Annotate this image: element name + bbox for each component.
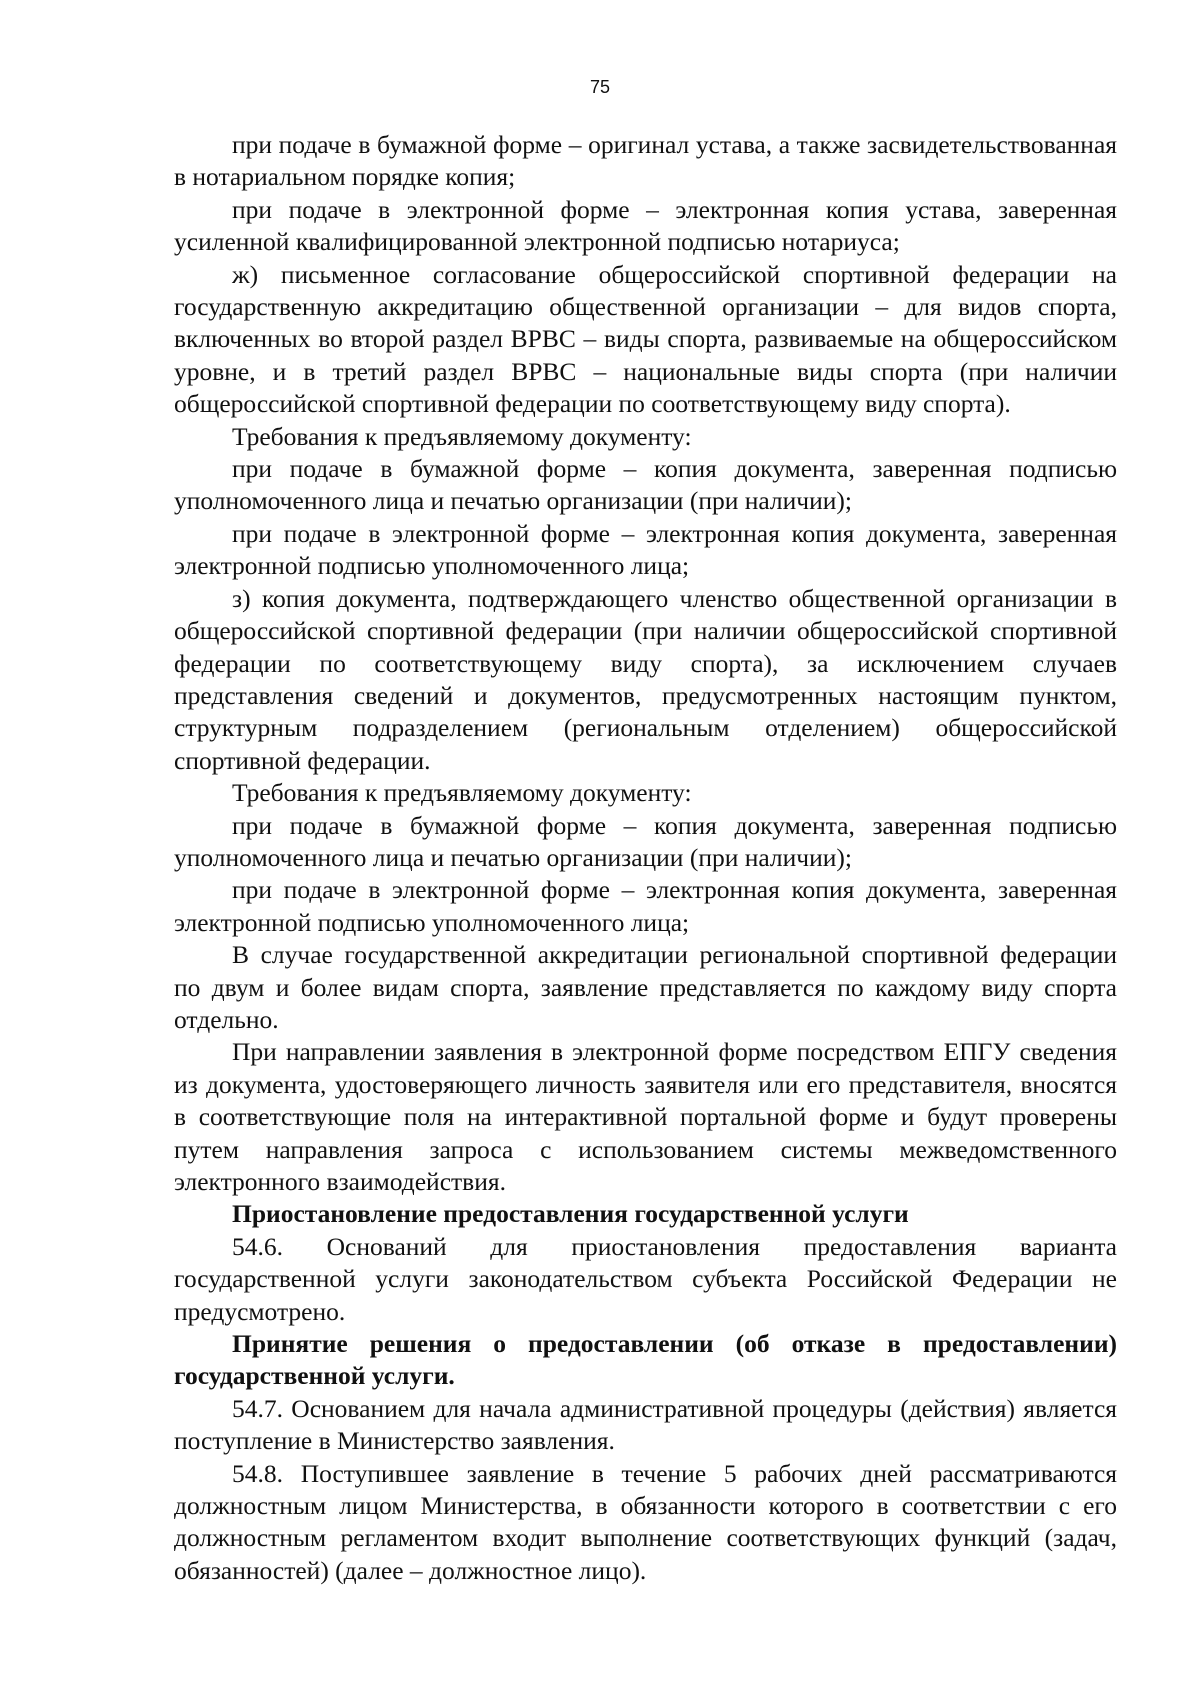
paragraph: при подаче в электронной форме – электронная копия документа, заверенная электронной подписью уполномоченного лица; bbox=[174, 875, 1117, 937]
section-heading: Принятие решения о предоставлении (об отказе в предоставлении) государственной услуги. bbox=[174, 1329, 1117, 1391]
page-number: 75 bbox=[589, 77, 611, 97]
paragraph: при подаче в бумажной форме – копия документа, заверенная подписью уполномоченного лица и печатью организации (при наличии); bbox=[174, 454, 1117, 516]
paragraph: В случае государственной аккредитации региональной спортивной федерации по двум и более видам спорта, заявление представляется по каждому виду спорта отдельно. bbox=[174, 940, 1117, 1034]
paragraph: 54.8. Поступившее заявление в течение 5 рабочих дней рассматриваются должностным лицом Министерства, в обязанности которого в соответствии с его должностным регламентом входит выполнение соответствующих функций (задач, обязанностей) (далее – должностное лицо). bbox=[174, 1458, 1117, 1585]
section-heading: Приостановление предоставления государственной услуги bbox=[232, 1199, 909, 1229]
paragraph: при подаче в бумажной форме – копия документа, заверенная подписью уполномоченного лица и печатью организации (при наличии); bbox=[174, 810, 1117, 872]
document-body bbox=[174, 129, 1117, 1587]
paragraph: ж) письменное согласование общероссийской спортивной федерации на государственную аккредитацию общественной организации – для видов спорта, включенных во второй раздел ВРВС – виды спорта, развиваемые на общероссийском уровне, и в третий раздел ВРВС – национальные виды спорта (при наличии общероссийской спортивной федерации по соответствующему виду спорта). bbox=[174, 259, 1117, 419]
paragraph: Требования к предъявляемому документу: bbox=[232, 421, 692, 451]
paragraph: при подаче в электронной форме – электронная копия документа, заверенная электронной подписью уполномоченного лица; bbox=[174, 518, 1117, 581]
paragraph: при подаче в бумажной форме – оригинал устава, а также засвидетельствованная в нотариальном порядке копия; bbox=[174, 130, 1117, 192]
paragraph: 54.7. Основанием для начала административной процедуры (действия) является поступление в Министерство заявления. bbox=[174, 1393, 1117, 1456]
paragraph: з) копия документа, подтверждающего членство общественной организации в общероссийской спортивной федерации (при наличии общероссийской спортивной федерации по соответствующему виду спорта), за исключением случаев представления сведений и документов, предусмотренных настоящим пунктом, структурным подразделением (региональным отделением) общероссийской спортивной федерации. bbox=[174, 583, 1117, 775]
paragraph: При направлении заявления в электронной форме посредством ЕПГУ сведения из документа, удостоверяющего личность заявителя или его представителя, вносятся в соответствующие поля на интерактивной портальной форме и будут проверены путем направления запроса с использованием системы межведомственного электронного взаимодействия. bbox=[174, 1037, 1117, 1196]
paragraph: при подаче в электронной форме – электронная копия устава, заверенная усиленной квалифицированной электронной подписью нотариуса; bbox=[174, 194, 1117, 257]
paragraph: 54.6. Оснований для приостановления предоставления варианта государственной услуги законодательством субъекта Российской Федерации не предусмотрено. bbox=[174, 1231, 1117, 1326]
paragraph: Требования к предъявляемому документу: bbox=[232, 778, 692, 808]
